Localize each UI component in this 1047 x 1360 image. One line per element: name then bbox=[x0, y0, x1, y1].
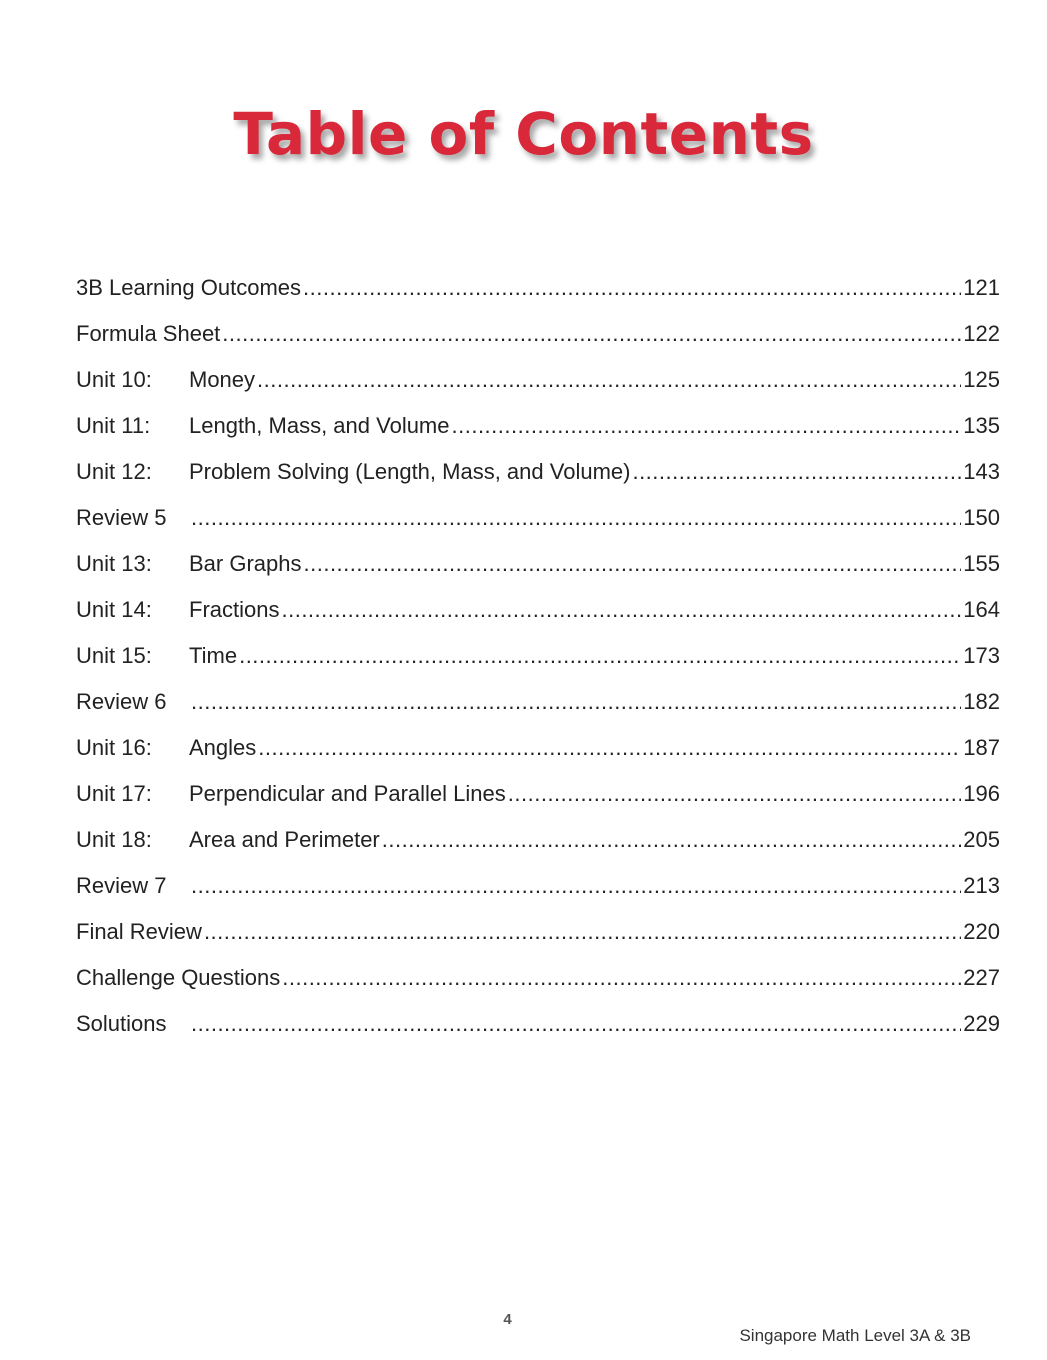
toc-entry-unit: Review 7 bbox=[76, 873, 167, 898]
toc-entry-unit: Unit 18: bbox=[76, 827, 152, 852]
toc-entry-page: 220 bbox=[963, 919, 1000, 944]
dot-leader bbox=[239, 638, 961, 674]
toc-entry-unit: Unit 12: bbox=[76, 459, 152, 484]
toc-entry-page: 182 bbox=[963, 689, 1000, 714]
toc-entry bbox=[76, 868, 1000, 914]
toc-entry-title: Bar Graphs bbox=[189, 551, 302, 576]
toc-entry-page: 229 bbox=[963, 1011, 1000, 1036]
toc-entry bbox=[76, 316, 1000, 362]
toc-entry-page: 143 bbox=[963, 459, 1000, 484]
toc-entry-title: Money bbox=[189, 367, 256, 392]
toc-entry-page: 155 bbox=[963, 551, 1000, 576]
footer-book-title: Singapore Math Level 3A & 3B bbox=[739, 1326, 971, 1345]
toc-entry-title: Problem Solving (Length, Mass, and Volume) bbox=[189, 459, 631, 484]
toc-entry-title: Time bbox=[189, 643, 238, 668]
toc-entry bbox=[76, 730, 1000, 776]
toc-entry-unit: Unit 16: bbox=[76, 735, 152, 760]
toc-entry bbox=[76, 776, 1000, 822]
dot-leader bbox=[222, 316, 961, 352]
toc-entry bbox=[76, 684, 1000, 730]
toc-entry-unit: Review 6 bbox=[76, 689, 167, 714]
toc-entry bbox=[76, 638, 1000, 684]
page-number: 4 bbox=[503, 1311, 512, 1328]
toc-entry-page: 150 bbox=[963, 505, 1000, 530]
toc-entry-page: 187 bbox=[963, 735, 1000, 760]
dot-leader bbox=[508, 776, 962, 812]
toc-entry bbox=[76, 362, 1000, 408]
toc-entry-title: Fractions bbox=[189, 597, 280, 622]
toc-entry bbox=[76, 822, 1000, 868]
toc-entry bbox=[76, 960, 1000, 1006]
toc-entry-page: 164 bbox=[963, 597, 1000, 622]
toc-entry-unit: Unit 14: bbox=[76, 597, 152, 622]
table-of-contents bbox=[76, 270, 1000, 1052]
dot-leader bbox=[304, 546, 962, 582]
toc-entry bbox=[76, 1006, 1000, 1052]
toc-entry-page: 135 bbox=[963, 413, 1000, 438]
dot-leader bbox=[303, 270, 961, 306]
toc-entry bbox=[76, 500, 1000, 546]
dot-leader bbox=[191, 1006, 961, 1042]
toc-entry-title: Angles bbox=[189, 735, 257, 760]
toc-entry-unit: Unit 15: bbox=[76, 643, 152, 668]
dot-leader bbox=[382, 822, 962, 858]
dot-leader bbox=[258, 730, 961, 766]
toc-entry bbox=[76, 408, 1000, 454]
toc-entry-unit: Unit 10: bbox=[76, 367, 152, 392]
dot-leader bbox=[632, 454, 961, 490]
toc-entry-unit: Review 5 bbox=[76, 505, 167, 530]
toc-entry bbox=[76, 454, 1000, 500]
toc-entry-title: Length, Mass, and Volume bbox=[189, 413, 450, 438]
toc-entry-unit: Unit 13: bbox=[76, 551, 152, 576]
toc-entry bbox=[76, 270, 1000, 316]
toc-entry-page: 125 bbox=[963, 367, 1000, 392]
toc-entry-page: 205 bbox=[963, 827, 1000, 852]
toc-entry-title: Challenge Questions bbox=[76, 965, 281, 990]
toc-entry-title: Area and Perimeter bbox=[189, 827, 380, 852]
toc-entry-unit: Unit 11: bbox=[76, 413, 151, 438]
dot-leader bbox=[191, 868, 961, 904]
dot-leader bbox=[204, 914, 961, 950]
dot-leader bbox=[257, 362, 961, 398]
dot-leader bbox=[191, 684, 961, 720]
dot-leader bbox=[281, 592, 961, 628]
toc-entry-title: 3B Learning Outcomes bbox=[76, 275, 302, 300]
toc-entry-unit: Solutions bbox=[76, 1011, 167, 1036]
toc-entry-page: 122 bbox=[963, 321, 1000, 346]
toc-entry bbox=[76, 546, 1000, 592]
dot-leader bbox=[452, 408, 962, 444]
dot-leader bbox=[191, 500, 961, 536]
toc-entry-page: 173 bbox=[963, 643, 1000, 668]
page-title: Table of Contents bbox=[233, 100, 814, 168]
toc-entry-page: 196 bbox=[963, 781, 1000, 806]
toc-entry bbox=[76, 592, 1000, 638]
toc-entry-unit: Unit 17: bbox=[76, 781, 152, 806]
toc-entry-page: 121 bbox=[963, 275, 1000, 300]
toc-entry-title: Perpendicular and Parallel Lines bbox=[189, 781, 506, 806]
toc-entry bbox=[76, 914, 1000, 960]
dot-leader bbox=[282, 960, 961, 996]
toc-entry-page: 227 bbox=[963, 965, 1000, 990]
toc-entry-title: Formula Sheet bbox=[76, 321, 221, 346]
toc-entry-title: Final Review bbox=[76, 919, 202, 944]
toc-entry-page: 213 bbox=[963, 873, 1000, 898]
